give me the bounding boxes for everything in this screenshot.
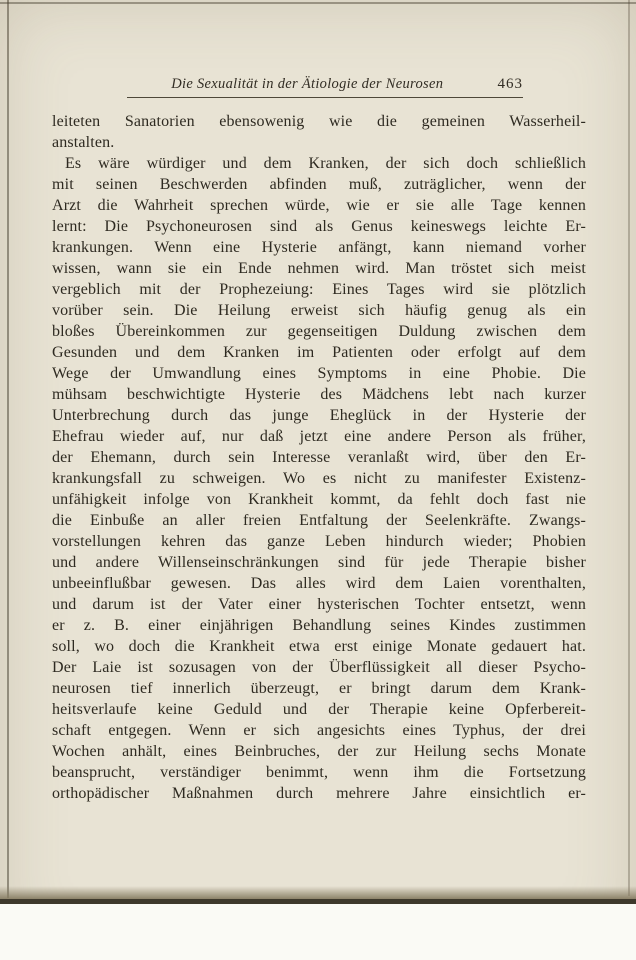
- scan-edge-left: [7, 0, 9, 898]
- text-line: unfähigkeit infolge von Krankheit kommt, da fehlt doch fast nie: [52, 491, 586, 508]
- text-line: orthopädischer Maßnahmen durch mehrere Jahre einsichtlich er-: [52, 785, 586, 802]
- text-line: Wege der Umwandlung eines Symptoms in eine Phobie. Die: [52, 365, 586, 382]
- text-line: vorstellungen kehren das ganze Leben hindurch wieder; Phobien: [52, 533, 586, 550]
- text-line: und darum ist der Vater einer hysterischen Tochter entsetzt, wenn: [52, 596, 586, 613]
- scan-background-strip: [0, 904, 636, 960]
- text-line: Ehefrau wieder auf, nur daß jetzt eine andere Person als früher,: [52, 428, 586, 445]
- text-line: Gesunden und dem Kranken im Patienten oder erfolgt auf dem: [52, 344, 586, 361]
- text-line: der Ehemann, durch sein Interesse veranlaßt wird, über den Er-: [52, 449, 586, 466]
- text-line: Wochen anhält, eines Beinbruches, der zur Heilung sechs Monate: [52, 743, 586, 760]
- text-line: und andere Willenseinschränkungen sind für jede Therapie bisher: [52, 554, 586, 571]
- text-line: schaft entgegen. Wenn er sich angesichts eines Typhus, der drei: [52, 722, 586, 739]
- text-line: Es wäre würdiger und dem Kranken, der sich doch schließlich: [65, 155, 586, 172]
- text-line: lernt: Die Psychoneurosen sind als Genus keineswegs leichte Er-: [52, 218, 586, 235]
- text-line: mit seinen Beschwerden abfinden muß, zuträglicher, wenn der: [52, 176, 586, 193]
- text-line: beansprucht, verständiger benimmt, wenn ihm die Fortsetzung: [52, 764, 586, 781]
- text-line: neurosen tief innerlich überzeugt, er bringt darum dem Krank-: [52, 680, 586, 697]
- text-line: Arzt die Wahrheit sprechen würde, wie er sie alle Tage kennen: [52, 197, 586, 214]
- running-head-title: Die Sexualität in der Ätiologie der Neurosen: [171, 76, 444, 92]
- page-number: 463: [497, 76, 523, 92]
- text-line: wissen, wann sie ein Ende nehmen wird. Man tröstet sich meist: [52, 260, 586, 277]
- text-line: heitsverlaufe keine Geduld und der Therapie keine Opferbereit-: [52, 701, 586, 718]
- text-line: vergeblich mit der Prophezeiung: Eines Tages wird sie plötzlich: [52, 281, 586, 298]
- text-line: vorüber sein. Die Heilung erweist sich häufig genug als ein: [52, 302, 586, 319]
- scan-edge-right: [628, 0, 630, 896]
- text-line: krankungen. Wenn eine Hysterie anfängt, kann niemand vorher: [52, 239, 586, 256]
- text-line: bloßes Übereinkommen zur gegenseitigen Duldung zwischen dem: [52, 323, 586, 340]
- text-line: er z. B. einer einjährigen Behandlung seines Kindes zustimmen: [52, 617, 586, 634]
- text-line: Der Laie ist sozusagen von der Überflüssigkeit all dieser Psycho-: [52, 659, 586, 676]
- scan-edge-top: [0, 2, 636, 4]
- text-line: soll, wo doch die Krankheit etwa erst einige Monate gedauert hat.: [52, 638, 586, 655]
- text-line: krankungsfall zu schweigen. Wo es nicht zu manifester Existenz-: [52, 470, 586, 487]
- text-line: Unterbrechung durch das junge Eheglück in der Hysterie der: [52, 407, 586, 424]
- body-text: [52, 111, 586, 804]
- text-line: die Einbuße an aller freien Entfaltung der Seelenkräfte. Zwangs-: [52, 512, 586, 529]
- text-line: leiteten Sanatorien ebensowenig wie die gemeinen Wasserheil-: [52, 113, 586, 130]
- text-line: unbeeinflußbar gewesen. Das alles wird dem Laien vorenthalten,: [52, 575, 586, 592]
- scan-bottom-shadow: [0, 886, 636, 900]
- text-line: anstalten.: [52, 134, 115, 151]
- running-head: [127, 76, 523, 98]
- text-line: mühsam beschwichtigte Hysterie des Mädchens lebt nach kurzer: [52, 386, 586, 403]
